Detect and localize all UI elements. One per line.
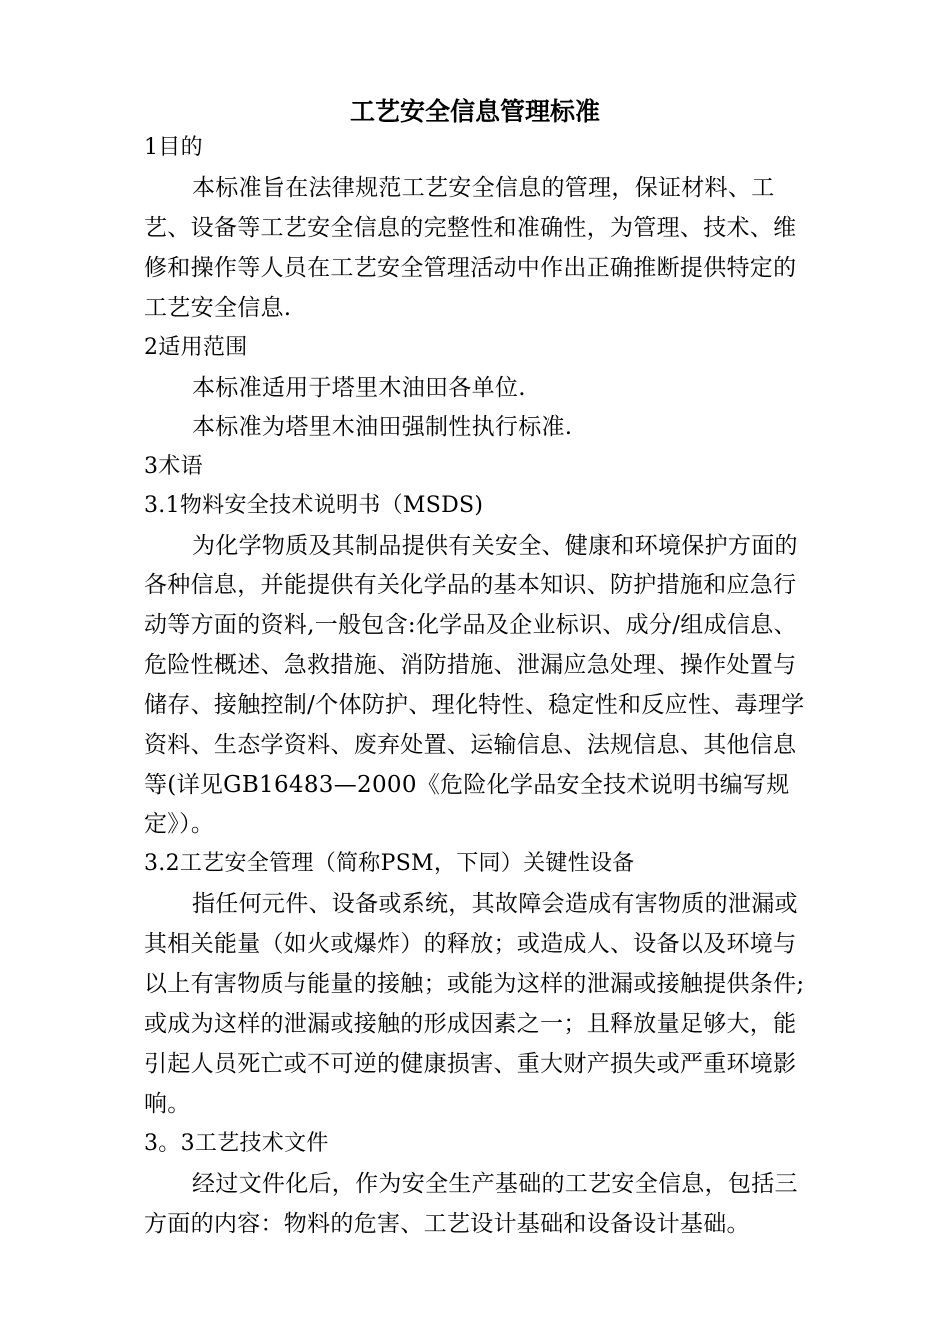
paragraph-line: 引起人员死亡或不可逆的健康损害、重大财产损失或严重环境影 — [144, 1051, 797, 1077]
paragraph-line: 艺、设备等工艺安全信息的完整性和准确性，为管理、技术、维 — [144, 215, 797, 241]
paragraph-line: 以上有害物质与能量的接触；或能为这样的泄漏或接触提供条件; — [144, 971, 805, 997]
paragraph-line: 修和操作等人员在工艺安全管理活动中作出正确推断提供特定的 — [144, 255, 797, 281]
section-heading-scope: 2适用范围 — [144, 335, 248, 360]
section-heading-purpose: 1目的 — [144, 135, 203, 160]
paragraph-line: 动等方面的资料,一般包含:化学品及企业标识、成分/组成信息、 — [144, 612, 797, 638]
section-heading-terms: 3术语 — [144, 454, 203, 479]
paragraph-line: 等(详见GB16483—2000《危险化学品安全技术说明书编写规 — [144, 772, 790, 798]
subsection-heading-msds: 3.1物料安全技术说明书（MSDS) — [144, 493, 484, 518]
paragraph-line: 响。 — [144, 1091, 191, 1117]
subsection-heading-process-docs: 3。3工艺技术文件 — [144, 1131, 329, 1156]
paragraph-line: 指任何元件、设备或系统，其故障会造成有害物质的泄漏或 — [192, 891, 798, 917]
paragraph-line: 定》）。 — [144, 811, 215, 837]
paragraph-line: 储存、接触控制/个体防护、理化特性、稳定性和反应性、毒理学 — [144, 692, 805, 718]
paragraph-line: 其相关能量（如火或爆炸）的释放；或造成人、设备以及环境与 — [144, 931, 797, 957]
document-title: 工艺安全信息管理标准 — [349, 97, 600, 126]
paragraph-line: 或成为这样的泄漏或接触的形成因素之一；且释放量足够大，能 — [144, 1011, 797, 1037]
paragraph-line: 危险性概述、急救措施、消防措施、泄漏应急处理、操作处置与 — [144, 652, 797, 678]
paragraph-line: 本标准为塔里木油田强制性执行标准. — [192, 414, 573, 440]
paragraph-line: 方面的内容：物料的危害、工艺设计基础和设备设计基础。 — [144, 1211, 750, 1237]
paragraph-line: 资料、生态学资料、废弃处置、运输信息、法规信息、其他信息 — [144, 732, 797, 758]
paragraph-line: 本标准适用于塔里木油田各单位. — [192, 375, 526, 401]
paragraph-line: 为化学物质及其制品提供有关安全、健康和环境保护方面的 — [192, 533, 798, 559]
paragraph-line: 本标准旨在法律规范工艺安全信息的管理，保证材料、工 — [192, 175, 775, 201]
paragraph-line: 经过文件化后，作为安全生产基础的工艺安全信息，包括三 — [192, 1171, 798, 1197]
paragraph-line: 各种信息，并能提供有关化学品的基本知识、防护措施和应急行 — [144, 572, 797, 598]
paragraph-line: 工艺安全信息. — [144, 295, 292, 321]
subsection-heading-psm: 3.2工艺安全管理（简称PSM，下同）关键性设备 — [144, 851, 635, 876]
